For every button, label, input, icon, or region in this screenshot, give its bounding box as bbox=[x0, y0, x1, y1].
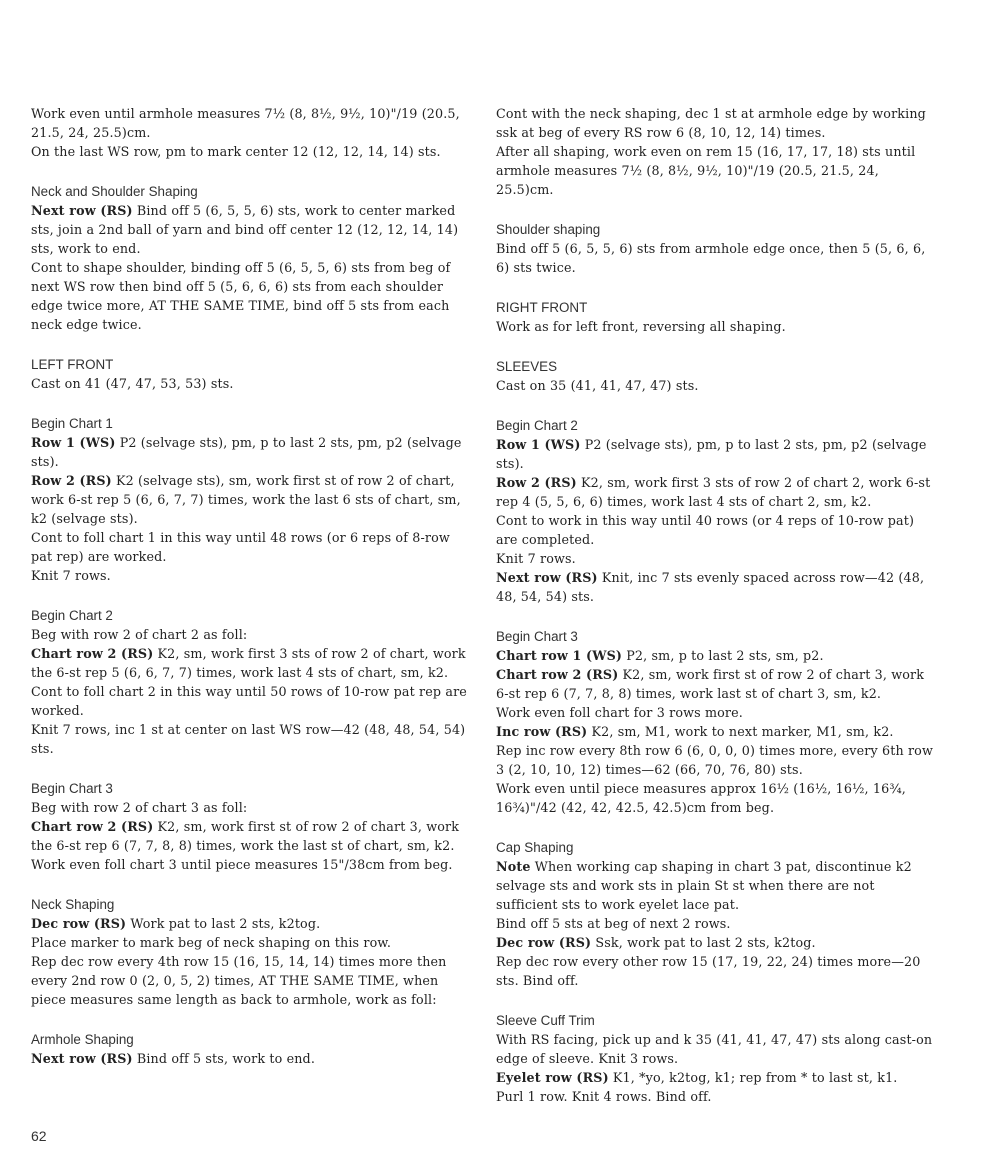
instruction-paragraph bbox=[31, 914, 471, 933]
instruction-paragraph bbox=[496, 142, 936, 199]
instruction-text: Work even until armhole measures 7½ (8, 8½, 9½, 10)"/19 (20.5, 21.5, 24, 25.5)cm. bbox=[31, 106, 460, 140]
instruction-text: Work even foll chart for 3 rows more. bbox=[496, 705, 743, 720]
instruction-text: Beg with row 2 of chart 2 as foll: bbox=[31, 627, 248, 642]
instruction-text: Cont to shape shoulder, binding off 5 (6, 5, 5, 6) sts from beg of next WS row then bind off 5 (5, 6, 6, 6) sts from each shoulder edge twice more, AT THE SAME TIME, bind off 5 sts from each neck edge twice. bbox=[31, 260, 451, 332]
instruction-text: On the last WS row, pm to mark center 12 (12, 12, 14, 14) sts. bbox=[31, 144, 441, 159]
instruction-paragraph bbox=[496, 376, 936, 395]
instruction-paragraph bbox=[496, 104, 936, 142]
row-label: Dec row (RS) bbox=[31, 916, 127, 931]
instruction-text: Bind off 5 sts at beg of next 2 rows. bbox=[496, 916, 731, 931]
instruction-paragraph bbox=[496, 239, 936, 277]
instruction-section bbox=[496, 627, 936, 817]
section-heading: Begin Chart 2 bbox=[31, 608, 113, 623]
instruction-paragraph bbox=[496, 779, 936, 817]
row-label: Chart row 2 (RS) bbox=[31, 819, 154, 834]
instruction-paragraph bbox=[496, 741, 936, 779]
instruction-section bbox=[31, 606, 471, 758]
instruction-paragraph bbox=[496, 317, 936, 336]
instruction-section bbox=[496, 298, 936, 336]
row-label: Chart row 2 (RS) bbox=[496, 667, 619, 682]
instruction-text: K2 (selvage sts), sm, work first st of row 2 of chart, work 6-st rep 5 (6, 6, 7, 7) times, work the last 6 sts of chart, sm, k2 (selvage sts). bbox=[31, 473, 461, 526]
instruction-text: K1, *yo, k2tog, k1; rep from * to last st, k1. bbox=[612, 1070, 898, 1085]
instruction-text: K2, sm, work first 3 sts of row 2 of chart 2, work 6-st rep 4 (5, 5, 6, 6) times, work last 4 sts of chart 2, sm, k2. bbox=[496, 475, 931, 509]
instruction-text: Knit 7 rows. bbox=[31, 568, 111, 583]
instruction-text: K2, sm, M1, work to next marker, M1, sm, k2. bbox=[591, 724, 894, 739]
instruction-text: K2, sm, work first 3 sts of row 2 of chart, work the 6-st rep 5 (6, 6, 7, 7) times, work last 4 sts of chart, sm, k2. bbox=[31, 646, 466, 680]
instruction-section bbox=[496, 416, 936, 606]
right-column bbox=[496, 104, 936, 1127]
section-heading: RIGHT FRONT bbox=[496, 300, 588, 315]
section-heading: Neck and Shoulder Shaping bbox=[31, 184, 198, 199]
row-label: Next row (RS) bbox=[31, 1051, 133, 1066]
instruction-section bbox=[31, 414, 471, 585]
row-label: Eyelet row (RS) bbox=[496, 1070, 609, 1085]
instruction-paragraph bbox=[31, 933, 471, 952]
instruction-paragraph bbox=[496, 703, 936, 722]
instruction-paragraph bbox=[496, 914, 936, 933]
instruction-paragraph bbox=[496, 473, 936, 511]
row-label: Note bbox=[496, 859, 531, 874]
instruction-paragraph bbox=[31, 471, 471, 528]
instruction-paragraph bbox=[31, 952, 471, 1009]
instruction-paragraph bbox=[31, 817, 471, 855]
instruction-section bbox=[496, 357, 936, 395]
instruction-text: Knit 7 rows. bbox=[496, 551, 576, 566]
instruction-paragraph bbox=[496, 1030, 936, 1068]
instruction-text: K2, sm, work first st of row 2 of chart 3, work the 6-st rep 6 (7, 7, 8, 8) times, work the last st of chart, sm, k2. bbox=[31, 819, 460, 853]
instruction-text: With RS facing, pick up and k 35 (41, 41, 47, 47) sts along cast-on edge of sleeve. Knit 3 rows. bbox=[496, 1032, 933, 1066]
instruction-text: Rep inc row every 8th row 6 (6, 0, 0, 0) times more, every 6th row 3 (2, 10, 10, 12) times—62 (66, 70, 76, 80) sts. bbox=[496, 743, 933, 777]
instruction-section bbox=[31, 1030, 471, 1068]
instruction-section bbox=[31, 182, 471, 334]
instruction-section bbox=[31, 104, 471, 161]
instruction-text: Cont to foll chart 1 in this way until 48 rows (or 6 reps of 8-row pat rep) are worked. bbox=[31, 530, 450, 564]
instruction-paragraph bbox=[31, 855, 471, 874]
instruction-text: Knit, inc 7 sts evenly spaced across row—42 (48, 48, 54, 54) sts. bbox=[496, 570, 925, 604]
row-label: Chart row 1 (WS) bbox=[496, 648, 623, 663]
instruction-text: Work pat to last 2 sts, k2tog. bbox=[130, 916, 321, 931]
instruction-paragraph bbox=[496, 1068, 936, 1087]
section-heading: SLEEVES bbox=[496, 359, 558, 374]
instruction-text: Purl 1 row. Knit 4 rows. Bind off. bbox=[496, 1089, 712, 1104]
instruction-text: Cont to foll chart 2 in this way until 50 rows of 10-row pat rep are worked. bbox=[31, 684, 467, 718]
row-label: Row 2 (RS) bbox=[496, 475, 577, 490]
instruction-text: After all shaping, work even on rem 15 (16, 17, 17, 18) sts until armhole measures 7½ (8, 8½, 9½, 10)"/19 (20.5, 21.5, 24, 25.5)cm. bbox=[496, 144, 916, 197]
instruction-text: Work as for left front, reversing all shaping. bbox=[496, 319, 786, 334]
instruction-text: Knit 7 rows, inc 1 st at center on last WS row—42 (48, 48, 54, 54) sts. bbox=[31, 722, 466, 756]
section-heading: Begin Chart 1 bbox=[31, 416, 113, 431]
instruction-paragraph bbox=[496, 952, 936, 990]
instruction-text: Place marker to mark beg of neck shaping on this row. bbox=[31, 935, 392, 950]
instruction-text: P2, sm, p to last 2 sts, sm, p2. bbox=[626, 648, 824, 663]
instruction-section bbox=[496, 104, 936, 199]
instruction-paragraph bbox=[31, 528, 471, 566]
instruction-paragraph bbox=[496, 857, 936, 914]
row-label: Row 2 (RS) bbox=[31, 473, 112, 488]
instruction-text: Cont to work in this way until 40 rows (or 4 reps of 10-row pat) are completed. bbox=[496, 513, 915, 547]
instruction-text: Beg with row 2 of chart 3 as foll: bbox=[31, 800, 248, 815]
instruction-text: When working cap shaping in chart 3 pat, discontinue k2 selvage sts and work sts in plain St st when there are not sufficient sts to work eyelet lace pat. bbox=[496, 859, 912, 912]
section-heading: Sleeve Cuff Trim bbox=[496, 1013, 595, 1028]
instruction-section bbox=[31, 779, 471, 874]
instruction-text: Cont with the neck shaping, dec 1 st at armhole edge by working ssk at beg of every RS row 6 (8, 10, 12, 14) times. bbox=[496, 106, 926, 140]
row-label: Dec row (RS) bbox=[496, 935, 592, 950]
row-label: Row 1 (WS) bbox=[31, 435, 116, 450]
instruction-paragraph bbox=[31, 625, 471, 644]
instruction-text: Cast on 35 (41, 41, 47, 47) sts. bbox=[496, 378, 699, 393]
instruction-paragraph bbox=[31, 798, 471, 817]
instruction-paragraph bbox=[496, 435, 936, 473]
instruction-text: Bind off 5 sts, work to end. bbox=[136, 1051, 316, 1066]
row-label: Next row (RS) bbox=[496, 570, 598, 585]
instruction-paragraph bbox=[496, 511, 936, 549]
instruction-paragraph bbox=[496, 1087, 936, 1106]
instruction-text: Bind off 5 (6, 5, 5, 6) sts, work to center marked sts, join a 2nd ball of yarn and bind off center 12 (12, 12, 14, 14) sts, work to end. bbox=[31, 203, 459, 256]
row-label: Chart row 2 (RS) bbox=[31, 646, 154, 661]
section-heading: Begin Chart 3 bbox=[496, 629, 578, 644]
instruction-text: Bind off 5 (6, 5, 5, 6) sts from armhole edge once, then 5 (5, 6, 6, 6) sts twice. bbox=[496, 241, 926, 275]
instruction-text: Work even foll chart 3 until piece measures 15"/38cm from beg. bbox=[31, 857, 453, 872]
instruction-paragraph bbox=[31, 104, 471, 142]
instruction-text: Rep dec row every other row 15 (17, 19, 22, 24) times more—20 sts. Bind off. bbox=[496, 954, 921, 988]
instruction-text: Work even until piece measures approx 16½ (16½, 16½, 16¾, 16¾)"/42 (42, 42, 42.5, 42.5)cm from beg. bbox=[496, 781, 906, 815]
page-number: 62 bbox=[31, 1128, 47, 1144]
instruction-paragraph bbox=[31, 374, 471, 393]
instruction-paragraph bbox=[496, 568, 936, 606]
instruction-paragraph bbox=[31, 258, 471, 334]
row-label: Inc row (RS) bbox=[496, 724, 588, 739]
instruction-section bbox=[496, 220, 936, 277]
instruction-paragraph bbox=[496, 933, 936, 952]
instruction-section bbox=[496, 838, 936, 990]
section-heading: Shoulder shaping bbox=[496, 222, 601, 237]
row-label: Next row (RS) bbox=[31, 203, 133, 218]
section-heading: Neck Shaping bbox=[31, 897, 115, 912]
section-heading: Armhole Shaping bbox=[31, 1032, 134, 1047]
section-heading: Begin Chart 3 bbox=[31, 781, 113, 796]
instruction-text: P2 (selvage sts), pm, p to last 2 sts, pm, p2 (selvage sts). bbox=[31, 435, 462, 469]
row-label: Row 1 (WS) bbox=[496, 437, 581, 452]
section-heading: Cap Shaping bbox=[496, 840, 574, 855]
instruction-paragraph bbox=[496, 646, 936, 665]
instruction-paragraph bbox=[31, 720, 471, 758]
instruction-paragraph bbox=[496, 549, 936, 568]
instruction-section bbox=[496, 1011, 936, 1106]
instruction-paragraph bbox=[496, 722, 936, 741]
instruction-text: P2 (selvage sts), pm, p to last 2 sts, pm, p2 (selvage sts). bbox=[496, 437, 927, 471]
instruction-text: K2, sm, work first st of row 2 of chart 3, work 6-st rep 6 (7, 7, 8, 8) times, work last st of chart 3, sm, k2. bbox=[496, 667, 925, 701]
section-heading: LEFT FRONT bbox=[31, 357, 114, 372]
section-heading: Begin Chart 2 bbox=[496, 418, 578, 433]
instruction-paragraph bbox=[31, 644, 471, 682]
instruction-paragraph bbox=[31, 682, 471, 720]
instruction-text: Rep dec row every 4th row 15 (16, 15, 14, 14) times more then every 2nd row 0 (2, 0, 5, 2) times, AT THE SAME TIME, when piece measures same length as back to armhole, work as foll: bbox=[31, 954, 447, 1007]
instruction-section bbox=[31, 355, 471, 393]
instruction-paragraph bbox=[31, 1049, 471, 1068]
instruction-paragraph bbox=[31, 433, 471, 471]
instruction-paragraph bbox=[31, 566, 471, 585]
instruction-paragraph bbox=[31, 142, 471, 161]
instruction-paragraph bbox=[496, 665, 936, 703]
instruction-text: Ssk, work pat to last 2 sts, k2tog. bbox=[595, 935, 816, 950]
instruction-section bbox=[31, 895, 471, 1009]
instruction-text: Cast on 41 (47, 47, 53, 53) sts. bbox=[31, 376, 234, 391]
left-column bbox=[31, 104, 471, 1089]
instruction-paragraph bbox=[31, 201, 471, 258]
